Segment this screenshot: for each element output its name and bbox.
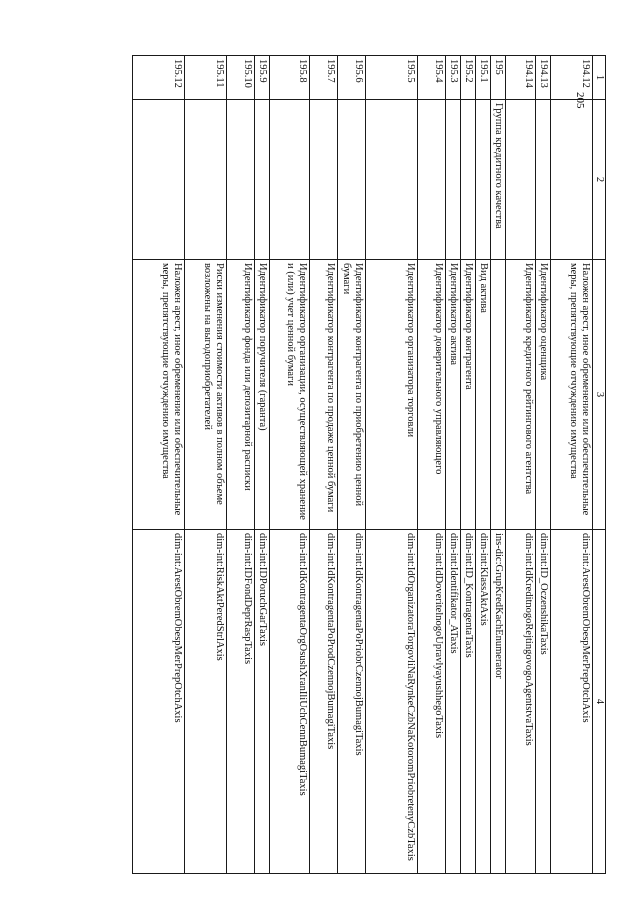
table-row (536, 56, 551, 874)
axis-code-cell: dim-int:RiskAktPeredStrlAxis (185, 530, 227, 874)
header-cell-4: 4 (593, 530, 606, 874)
group-cell (133, 100, 185, 260)
group-cell (270, 100, 310, 260)
description-cell: Вид актива (476, 260, 491, 530)
header-cell-2: 2 (593, 100, 606, 260)
header-cell-3: 3 (593, 260, 606, 530)
table-row (227, 56, 255, 874)
table-row (418, 56, 446, 874)
row-number-cell: 194.14 (506, 56, 536, 100)
description-cell: Наложен арест, иное обременение или обеспечительные меры, препятствующие отчуждению имущества (551, 260, 593, 530)
axis-code-cell: dim-int:ArestObremObespMerPrepOtchAxis (133, 530, 185, 874)
description-cell: Идентификатор контрагента по приобретению ценной бумаги (338, 260, 366, 530)
table-row (476, 56, 491, 874)
row-number-cell: 194.13 (536, 56, 551, 100)
table-row (506, 56, 536, 874)
row-number-cell: 195.11 (185, 56, 227, 100)
data-table (132, 55, 606, 874)
group-cell (310, 100, 338, 260)
group-cell (536, 100, 551, 260)
group-cell (476, 100, 491, 260)
axis-code-cell: dim-int:ArestObremObespMerPrepOtchAxis (551, 530, 593, 874)
rotated-table-container (114, 55, 606, 873)
axis-code-cell: dim-int:IdKontragentaPoProdCzennojBumagiTaxis (310, 530, 338, 874)
group-cell (185, 100, 227, 260)
description-cell: Идентификатор кредитного рейтингового агентства (506, 260, 536, 530)
table-row (133, 56, 185, 874)
description-cell: Наложен арест, иное обременение или обеспечительные меры, препятствующие отчуждению имущества (133, 260, 185, 530)
description-cell: Идентификатор фонда или депозитарной расписки (227, 260, 255, 530)
row-number-cell: 195.5 (366, 56, 418, 100)
row-number-cell: 194.12 (551, 56, 593, 100)
description-cell: Идентификатор актива (446, 260, 461, 530)
page-number: 205 (574, 92, 586, 109)
row-number-cell: 195.10 (227, 56, 255, 100)
row-number-cell: 195.6 (338, 56, 366, 100)
group-cell: Группа кредитного качества (491, 100, 506, 260)
group-cell (227, 100, 255, 260)
table-row (446, 56, 461, 874)
table-row (461, 56, 476, 874)
description-cell: Идентификатор контрагента (461, 260, 476, 530)
row-number-cell: 195.8 (270, 56, 310, 100)
axis-code-cell: dim-int:IDPoruchGarTaxis (255, 530, 270, 874)
group-cell (338, 100, 366, 260)
table-row (310, 56, 338, 874)
axis-code-cell: dim-int:IDFondDeprRaspTaxis (227, 530, 255, 874)
row-number-cell: 195.2 (461, 56, 476, 100)
group-cell (446, 100, 461, 260)
row-number-cell: 195 (491, 56, 506, 100)
description-cell: Идентификатор контрагента по продаже ценной бумаги (310, 260, 338, 530)
axis-code-cell: ins-dic:GrupKredKachEnumerator (491, 530, 506, 874)
table-row (491, 56, 506, 874)
table-row (255, 56, 270, 874)
axis-code-cell: dim-int:IdOrganizatoraTorgovliNaRynkeCzbNaKotoromPriobretenyCzbTaxis (366, 530, 418, 874)
row-number-cell: 195.9 (255, 56, 270, 100)
table-header-row (593, 56, 606, 874)
header-cell-1: 1 (593, 56, 606, 100)
axis-code-cell: dim-int:IdKontragentaPoPriobrCzennojBumagiTaxis (338, 530, 366, 874)
row-number-cell: 195.12 (133, 56, 185, 100)
table-row (270, 56, 310, 874)
description-cell: Идентификатор организатора торговли (366, 260, 418, 530)
description-cell (491, 260, 506, 530)
row-number-cell: 195.4 (418, 56, 446, 100)
description-cell: Идентификатор поручителя (гаранта) (255, 260, 270, 530)
table-row (551, 56, 593, 874)
axis-code-cell: dim-int:IdDoveritelnogoUpravlyayushhegoTaxis (418, 530, 446, 874)
axis-code-cell: dim-int:IdKontragentaOrgOsushXranIliUchCennBumagiTaxis (270, 530, 310, 874)
group-cell (418, 100, 446, 260)
row-number-cell: 195.7 (310, 56, 338, 100)
axis-code-cell: dim-int:Identifikator_ATaxis (446, 530, 461, 874)
row-number-cell: 195.3 (446, 56, 461, 100)
axis-code-cell: dim-int:ID_OczenshikaTaxis (536, 530, 551, 874)
table-row (185, 56, 227, 874)
group-cell (506, 100, 536, 260)
axis-code-cell: dim-int:KlassAktAxis (476, 530, 491, 874)
group-cell (551, 100, 593, 260)
description-cell: Идентификатор оценщика (536, 260, 551, 530)
row-number-cell: 195.1 (476, 56, 491, 100)
description-cell: Идентификатор доверительного управляющего (418, 260, 446, 530)
group-cell (255, 100, 270, 260)
axis-code-cell: dim-int:ID_KontragentaTaxis (461, 530, 476, 874)
axis-code-cell: dim-int:IdKreditnogoRejtingovogoAgentstvaTaxis (506, 530, 536, 874)
group-cell (461, 100, 476, 260)
group-cell (366, 100, 418, 260)
table-row (338, 56, 366, 874)
description-cell: Идентификатор организации, осуществляющей хранение и (или) учет ценной бумаги (270, 260, 310, 530)
table-row (366, 56, 418, 874)
description-cell: Риски изменения стоимости активов в полном объеме возложены на выгодоприобретателей (185, 260, 227, 530)
